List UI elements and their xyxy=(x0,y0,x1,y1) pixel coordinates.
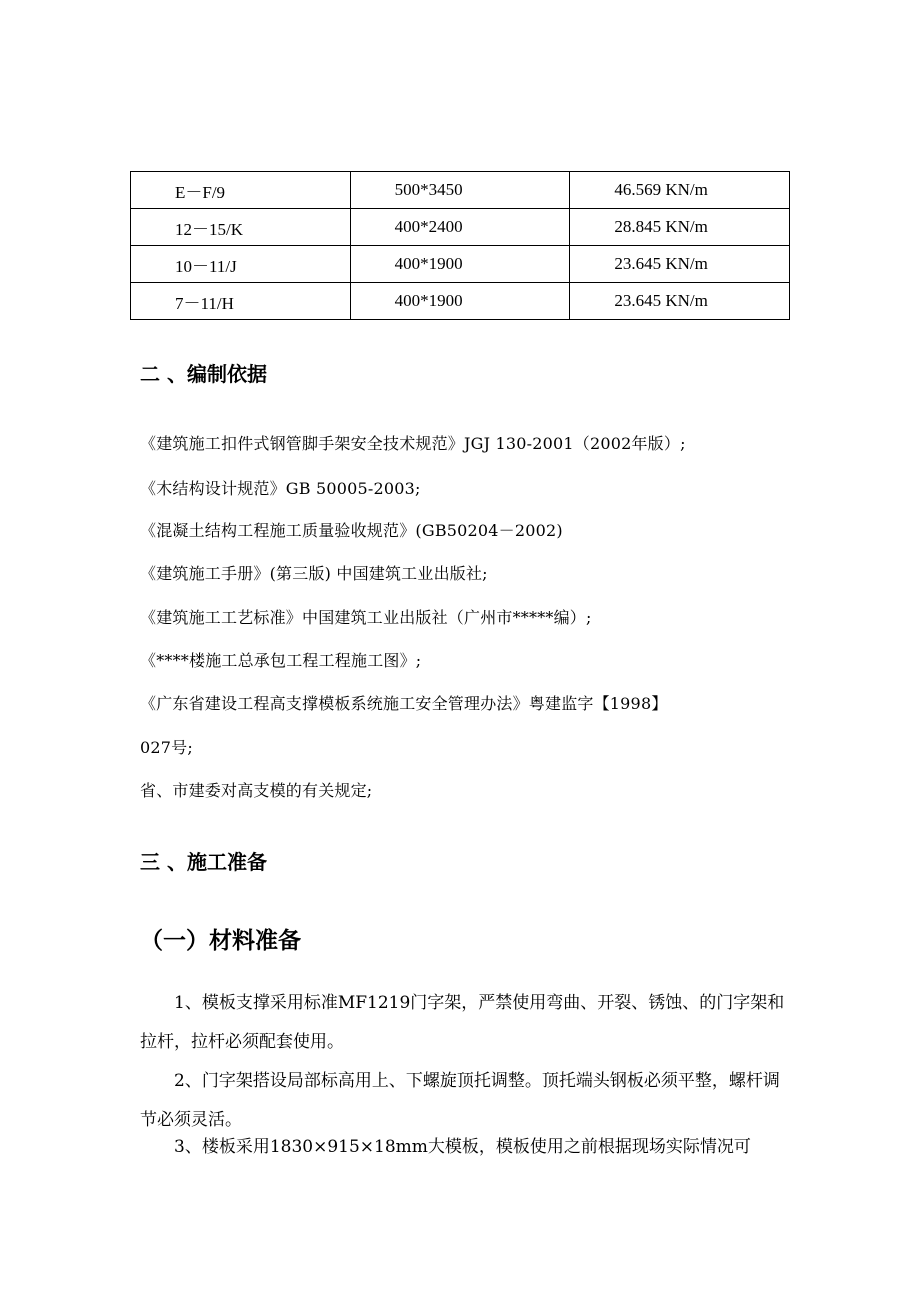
reference-item: 《建筑施工工艺标准》中国建筑工业出版社（广州市*****编）; xyxy=(140,608,592,627)
reference-item: 省、市建委对高支模的有关规定; xyxy=(140,781,373,800)
location-cell: E－F/9 xyxy=(131,172,351,209)
section-cell: 400*1900 xyxy=(350,283,570,320)
load-cell: 23.645 KN/m xyxy=(570,283,790,320)
location-cell: 12－15/K xyxy=(131,209,351,246)
reference-item: 027号; xyxy=(140,738,193,757)
section-heading-preparation: 三 、施工准备 xyxy=(140,850,267,874)
reference-item: 《广东省建设工程高支撑模板系统施工安全管理办法》粤建监字【1998】 xyxy=(140,694,668,713)
reference-item: 《建筑施工扣件式钢管脚手架安全技术规范》JGJ 130-2001（2002年版）; xyxy=(140,434,686,453)
load-cell: 28.845 KN/m xyxy=(570,209,790,246)
load-table xyxy=(130,171,790,320)
reference-item: 《木结构设计规范》GB 50005-2003; xyxy=(140,479,421,498)
reference-item: 《混凝土结构工程施工质量验收规范》(GB50204－2002) xyxy=(140,521,563,540)
table-row xyxy=(131,246,790,283)
section-heading-basis: 二 、编制依据 xyxy=(140,362,267,386)
paragraph-3: 3、楼板采用1830×915×18mm大模板，模板使用之前根据现场实际情况可 xyxy=(174,1137,751,1157)
subheading-materials: （一）材料准备 xyxy=(140,928,301,954)
section-cell: 400*2400 xyxy=(350,209,570,246)
table-row xyxy=(131,209,790,246)
section-cell: 400*1900 xyxy=(350,246,570,283)
table-row xyxy=(131,283,790,320)
load-cell: 46.569 KN/m xyxy=(570,172,790,209)
load-cell: 23.645 KN/m xyxy=(570,246,790,283)
paragraph-2: 2、门字架搭设局部标高用上、下螺旋顶托调整。顶托端头钢板必须平整，螺杆调节必须灵活。 xyxy=(140,1071,780,1130)
section-cell: 500*3450 xyxy=(350,172,570,209)
reference-item: 《建筑施工手册》(第三版) 中国建筑工业出版社; xyxy=(140,564,488,583)
table-row xyxy=(131,172,790,209)
reference-item: 《****楼施工总承包工程工程施工图》; xyxy=(140,651,422,670)
location-cell: 10－11/J xyxy=(131,246,351,283)
location-cell: 7－11/H xyxy=(131,283,351,320)
paragraph-1: 1、模板支撑采用标准MF1219门字架，严禁使用弯曲、开裂、锈蚀、的门字架和拉杆，拉杆必须配套使用。 xyxy=(140,993,785,1052)
